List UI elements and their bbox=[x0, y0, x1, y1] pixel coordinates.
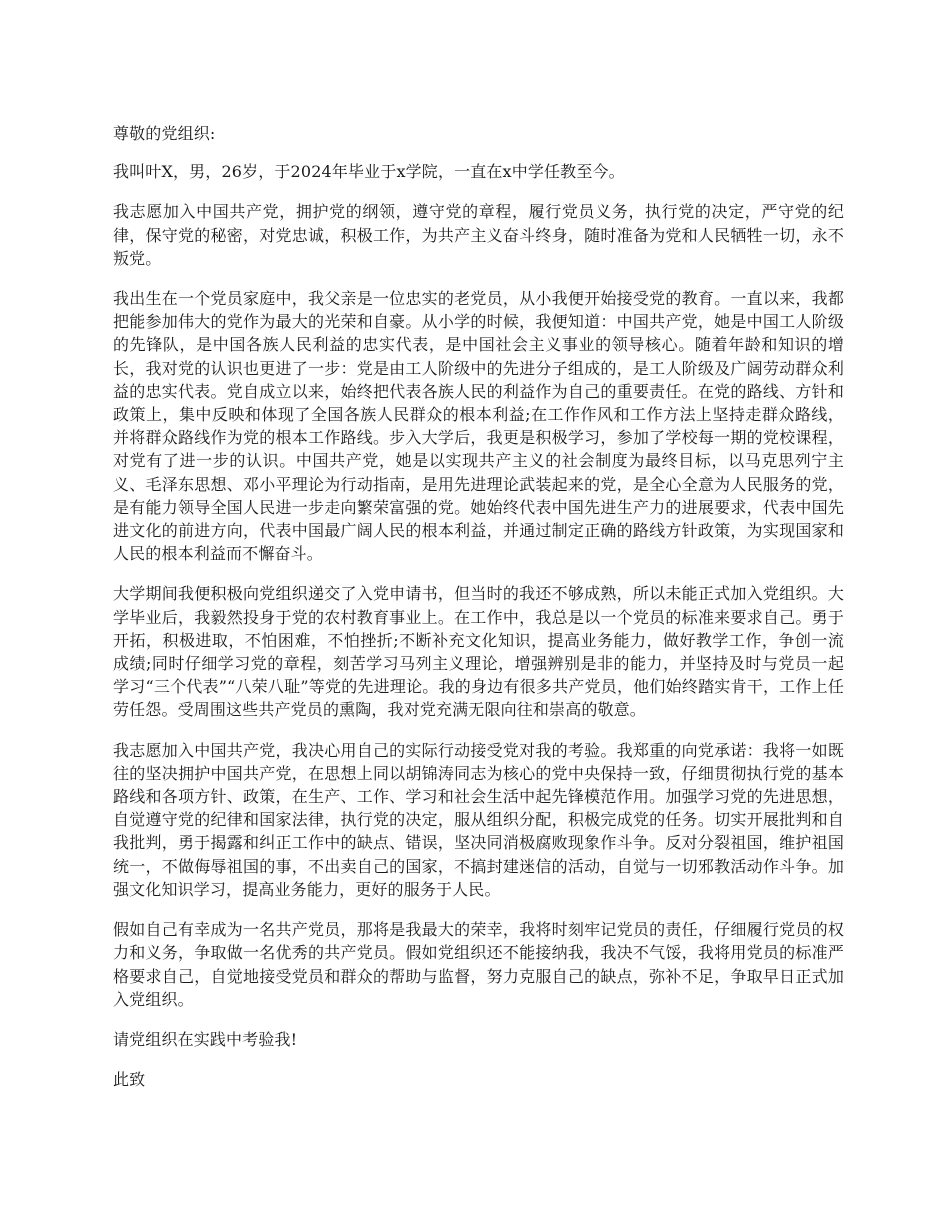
paragraph-pledge: 我志愿加入中国共产党，拥护党的纲领，遵守党的章程，履行党员义务，执行党的决定，严守党的纪律，保守党的秘密，对党忠诚，积极工作，为共产主义奋斗终身，随时准备为党和人民牺牲一切，永不叛党。 bbox=[113, 202, 844, 268]
salutation: 尊敬的党组织: bbox=[113, 124, 216, 143]
paragraph-commitment: 我志愿加入中国共产党，我决心用自己的实际行动接受党对我的考验。我郑重的向党承诺：我将一如既往的坚决拥护中国共产党，在思想上同以胡锦涛同志为核心的党中央保持一致，仔细贯彻执行党的基本路线和各项方针、政策，在生产、工作、学习和社会生活中起先锋模范作用。加强学习党的先进思想，自觉遵守党的纪律和国家法律，执行党的决定，服从组织分配，积极完成党的任务。切实开展批判和自我批判，勇于揭露和纠正工作中的缺点、错误，坚决同消极腐败现象作斗争。反对分裂祖国，维护祖国统一，不做侮辱祖国的事，不出卖自己的国家，不搞封建迷信的活动，自觉与一切邪教活动作斗争。加强文化知识学习，提高业务能力，更好的服务于人民。 bbox=[113, 740, 844, 899]
paragraph-request: 请党组织在实践中考验我! bbox=[113, 1029, 298, 1049]
paragraph-resolve: 假如自己有幸成为一名共产党员，那将是我最大的荣幸，我将时刻牢记党员的责任，仔细履行党员的权力和义务，争取做一名优秀的共产党员。假如党组织还不能接纳我，我决不气馁，我将用党员的标准严格要求自己，自觉地接受党员和群众的帮助与监督，努力克服自己的缺点，弥补不足，争取早日正式加入党组织。 bbox=[113, 920, 844, 1009]
paragraph-background: 我出生在一个党员家庭中，我父亲是一位忠实的老党员，从小我便开始接受党的教育。一直以来，我都把能参加伟大的党作为最大的光荣和自豪。从小学的时候，我便知道：中国共产党，她是中国工人阶级的先锋队，是中国各族人民利益的忠实代表，是中国社会主义事业的领导核心。随着年龄和知识的增长，我对党的认识也更进了一步：党是由工人阶级中的先进分子组成的，是工人阶级及广阔劳动群众利益的忠实代表。党自成立以来，始终把代表各族人民的利益作为自己的重要责任。在党的路线、方针和政策上，集中反映和体现了全国各族人民群众的根本利益;在工作作风和工作方法上坚持走群众路线，并将群众路线作为党的根本工作路线。步入大学后，我更是积极学习，参加了学校每一期的党校课程，对党有了进一步的认识。中国共产党，她是以实现共产主义的社会制度为最终目标，以马克思列宁主义、毛泽东思想、邓小平理论为行动指南，是用先进理论武装起来的党，是全心全意为人民服务的党，是有能力领导全国人民进一步走向繁荣富强的党。她始终代表中国先进生产力的进展要求，代表中国先进文化的前进方向，代表中国最广阔人民的根本利益，并通过制定正确的路线方针政策，为实现国家和人民的根本利益而不懈奋斗。 bbox=[113, 289, 844, 564]
paragraph-university: 大学期间我便积极向党组织递交了入党申请书，但当时的我还不够成熟，所以未能正式加入党组织。大学毕业后，我毅然投身于党的农村教育事业上。在工作中，我总是以一个党员的标准来要求自己。勇于开拓，积极进取，不怕困难，不怕挫折;不断补充文化知识，提高业务能力，做好教学工作，争创一流成绩;同时仔细学习党的章程，刻苦学习马列主义理论，增强辨别是非的能力，并坚持及时与党员一起学习“三个代表”“八荣八耻”等党的先进理论。我的身边有很多共产党员，他们始终踏实肯干，工作上任劳任怨。受周围这些共产党员的熏陶，我对党充满无限向往和崇高的敬意。 bbox=[113, 584, 844, 720]
closing-phrase: 此致 bbox=[113, 1070, 146, 1090]
paragraph-intro: 我叫叶X，男，26岁，于2024年毕业于x学院，一直在x中学任教至今。 bbox=[113, 162, 625, 182]
